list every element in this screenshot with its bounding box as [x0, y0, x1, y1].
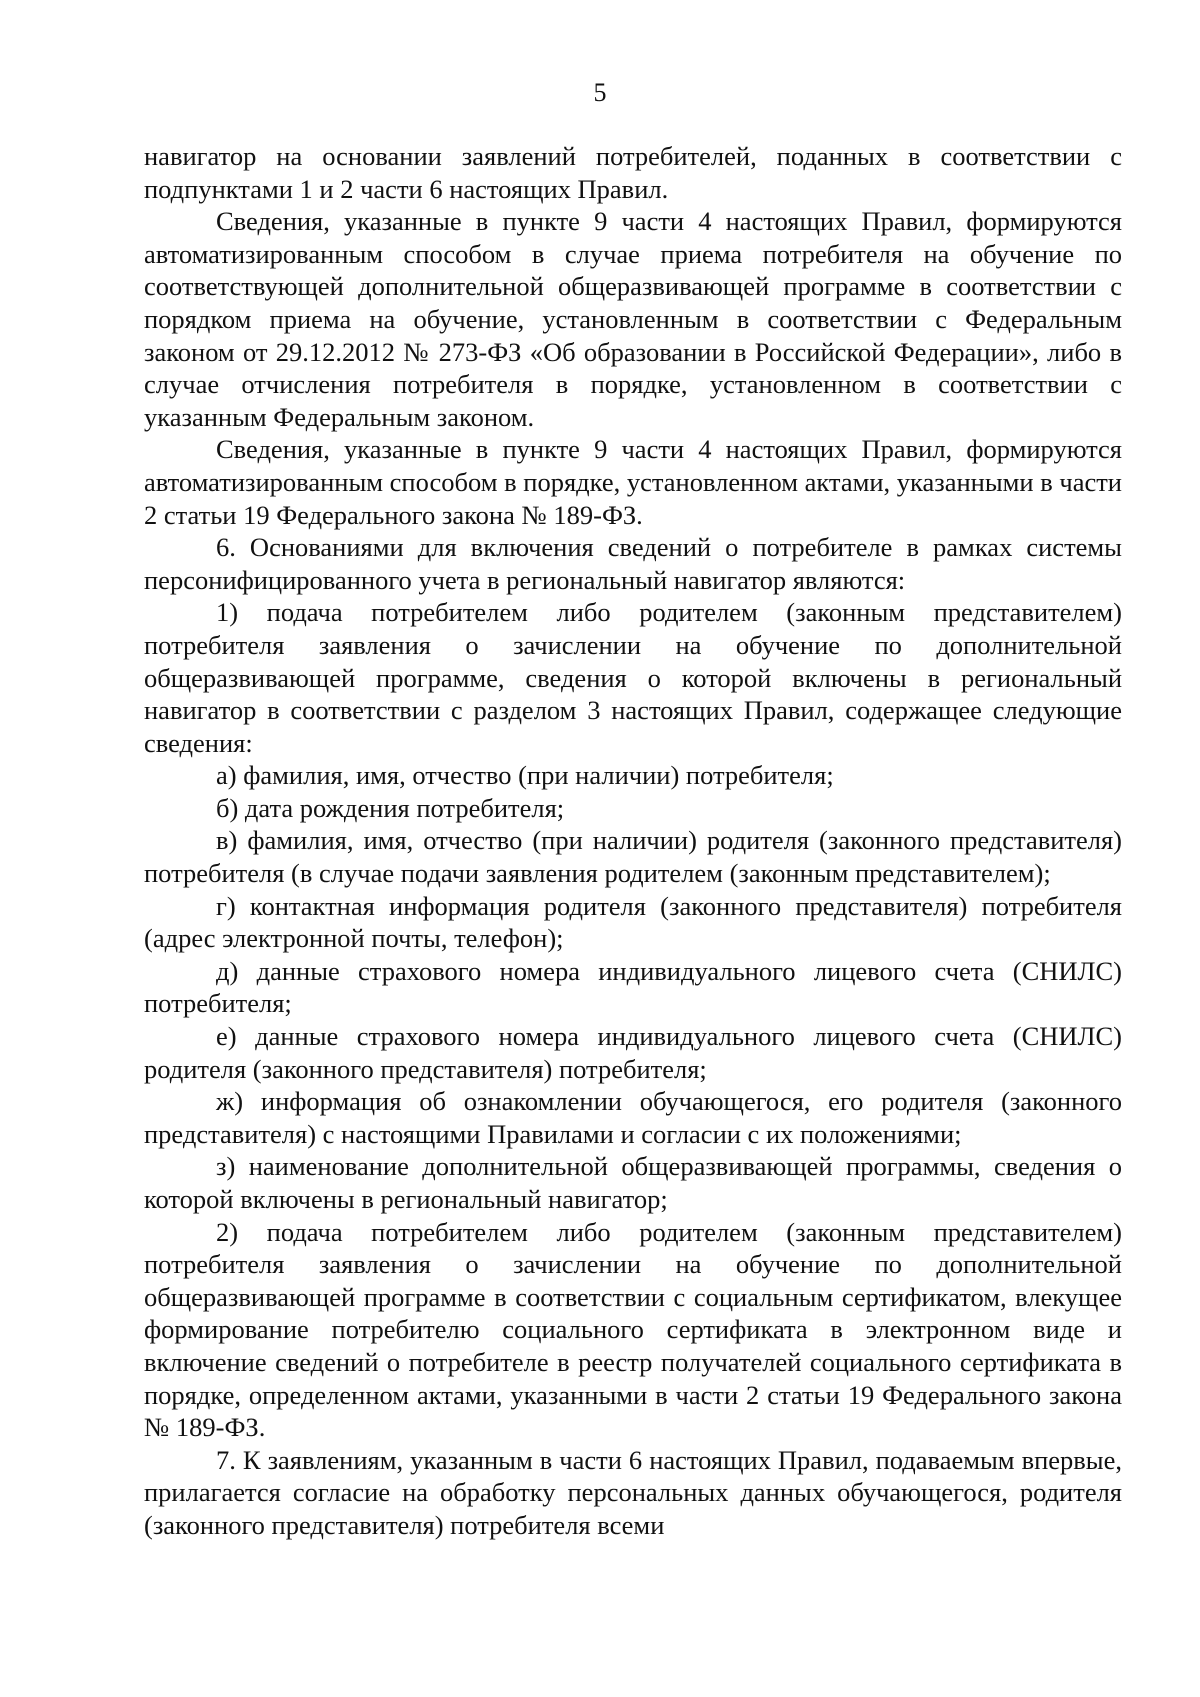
paragraph: в) фамилия, имя, отчество (при наличии) родителя (законного представителя) потребителя (в случае подачи заявления родителем (законным представителем); — [144, 825, 1122, 889]
paragraph: 6. Основаниями для включения сведений о потребителе в рамках системы персонифицированного учета в региональный навигатор являются: — [144, 532, 1122, 595]
paragraph: Сведения, указанные в пункте 9 части 4 настоящих Правил, формируются автоматизированным способом в случае приема потребителя на обучение по соответствующей дополнительной общеразвивающей программе в соответствии с порядком приема на обучение, установленным в соответствии с Федеральным законом от 29.12.2012 № 273-ФЗ «Об образовании в Российской Федерации», либо в случае отчисления потребителя в порядке, установленном в соответствии с указанным Федеральным законом. — [144, 206, 1122, 432]
paragraph: з) наименование дополнительной общеразвивающей программы, сведения о которой включены в региональный навигатор; — [144, 1151, 1122, 1214]
paragraph: ж) информация об ознакомлении обучающегося, его родителя (законного представителя) с настоящими Правилами и согласии с их положениями; — [144, 1086, 1122, 1149]
paragraph: д) данные страхового номера индивидуального лицевого счета (СНИЛС) потребителя; — [144, 955, 1122, 1019]
paragraph: б) дата рождения потребителя; — [216, 792, 565, 823]
paragraph: г) контактная информация родителя (законного представителя) потребителя (адрес электронной почты, телефон); — [144, 890, 1122, 954]
paragraph: 2) подача потребителем либо родителем (законным представителем) потребителя заявления о зачислении на обучение по дополнительной общеразвивающей программе в соответствии с социальным сертификатом, влекущее формирование потребителю социального сертификата в электронном виде и включение сведений о потребителе в реестр получателей социального сертификата в порядке, определенном актами, указанными в части 2 статьи 19 Федерального закона № 189-ФЗ. — [144, 1216, 1122, 1443]
paragraph: навигатор на основании заявлений потребителей, поданных в соответствии с подпунктами 1 и 2 части 6 настоящих Правил. — [144, 141, 1122, 204]
paragraph: 7. К заявлениям, указанным в части 6 настоящих Правил, подаваемым впервые, прилагается согласие на обработку персональных данных обучающегося, родителя (законного представителя) потребителя всеми — [144, 1444, 1122, 1540]
page-number: 5 — [593, 78, 607, 107]
paragraph: 1) подача потребителем либо родителем (законным представителем) потребителя заявления о зачислении на обучение по дополнительной общеразвивающей программе, сведения о которой включены в региональный навигатор в соответствии с разделом 3 настоящих Правил, содержащее следующие сведения: — [144, 597, 1122, 758]
paragraph: е) данные страхового номера индивидуального лицевого счета (СНИЛС) родителя (законного представителя) потребителя; — [144, 1021, 1122, 1084]
paragraph: Сведения, указанные в пункте 9 части 4 настоящих Правил, формируются автоматизированным способом в порядке, установленном актами, указанными в части 2 статьи 19 Федерального закона № 189-ФЗ. — [144, 434, 1122, 530]
document-body — [144, 140, 1122, 1542]
paragraph: а) фамилия, имя, отчество (при наличии) потребителя; — [216, 760, 834, 791]
